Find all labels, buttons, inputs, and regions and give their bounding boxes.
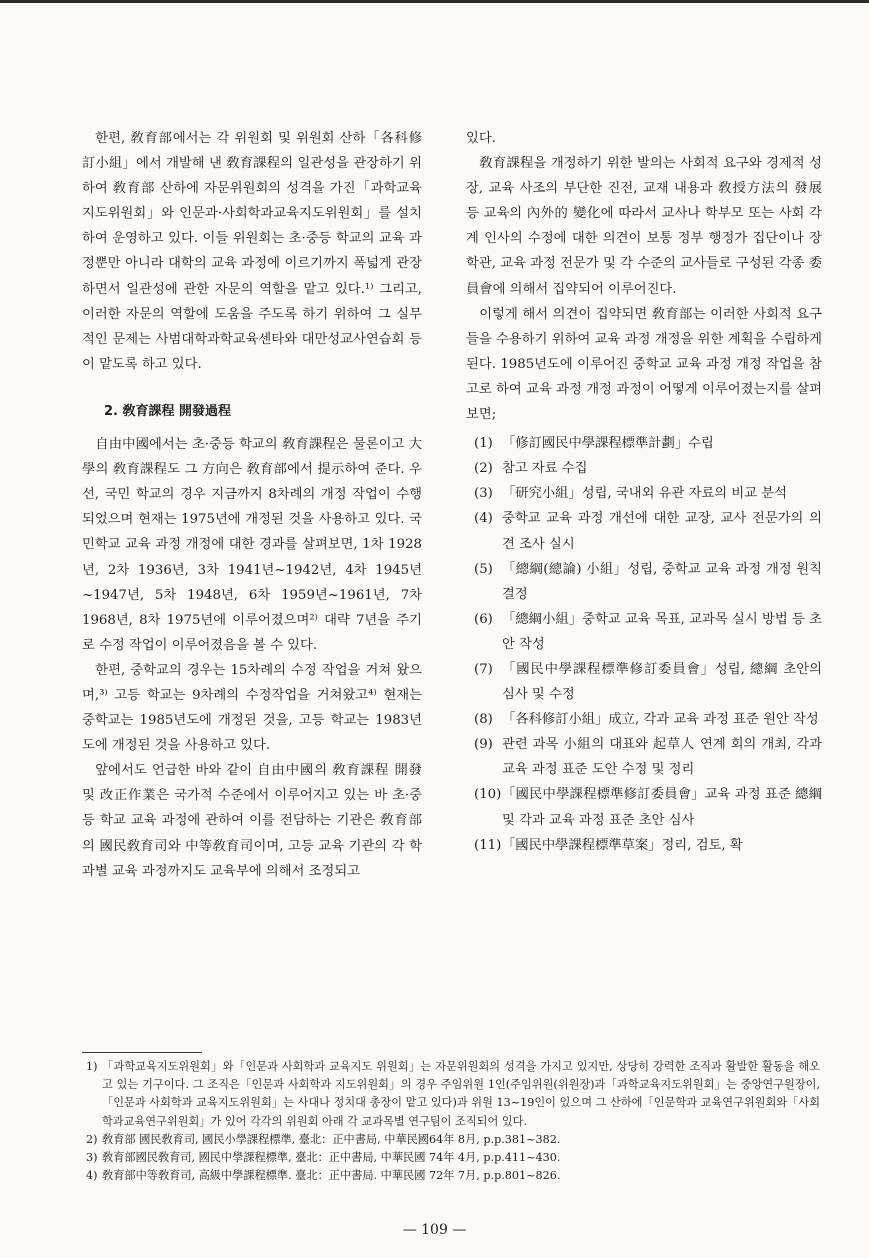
footnote-text: 敎育部國民敎育司, 國民中學課程標準, 臺北：正中書局, 中華民國 74年 4月, p.p.411~430.: [102, 1151, 561, 1165]
step-number: (11): [474, 837, 502, 853]
step-number: (10): [474, 787, 502, 803]
step-number: (6): [474, 611, 493, 627]
list-item: [466, 557, 822, 607]
step-text: 「總綱(總論) 小組」성립, 중학교 교육 과정 개정 원칙 결정: [502, 561, 822, 602]
right-column: [466, 126, 822, 858]
list-item: [466, 607, 822, 657]
list-item: [466, 456, 822, 481]
left-column: [82, 126, 422, 884]
footnote: [82, 1149, 820, 1167]
list-item: [466, 481, 822, 506]
step-text: 「各科修訂小組」成立, 각과 교육 과정 표준 원안 작성: [502, 712, 819, 728]
list-item: [466, 657, 822, 707]
footnote-number: 1): [86, 1060, 98, 1073]
step-text: 「修訂國民中學課程標準計劃」수립: [502, 436, 714, 452]
footnote-divider: [82, 1052, 202, 1053]
body-paragraph: 이렇게 해서 의견이 집약되면 敎育部는 이러한 사회적 요구들을 수용하기 위하여 교육 과정 개정을 위한 계획을 수립하게 된다. 1985년도에 이루어진 중학교 교육 과정 개정 작업을 참고로 하여 교육 과정 개정 과정이 어떻게 이루어졌는지를 살펴보면;: [466, 306, 822, 423]
step-number: (9): [474, 737, 493, 753]
step-number: (3): [474, 486, 493, 502]
step-text: 중학교 교육 과정 개선에 대한 교장, 교사 전문가의 의견 조사 실시: [502, 511, 822, 552]
step-number: (1): [474, 436, 493, 452]
footnote-text: 敎育部 國民敎育司, 國民小學課程標準, 臺北：正中書局, 中華民國64年 8月, p.p.381~382.: [102, 1132, 561, 1146]
section-heading: 2. 敎育課程 開發過程: [104, 403, 232, 419]
body-paragraph: 있다.: [466, 131, 496, 146]
footnote-number: 3): [86, 1151, 98, 1165]
list-item: [466, 833, 822, 858]
body-paragraph: 自由中國에서는 초·중등 학교의 敎育課程은 물론이고 大學의 敎育課程도 그 方向은 敎育部에서 提示하여 준다. 우선, 국민 학교의 경우 지금까지 8차례의 개정 작업이 수행되었으며 현재는 1975년에 개정된 것을 사용하고 있다. 국민학교 교육 과정 개정에 대한 경과를 살펴보면, 1차 1928년, 2차 1936년, 3차 1941년~1942년, 4차 1945년~1947년, 5차 1948년, 6차 1959년~1961년, 7차 1968년, 8차 1975년에 이루어졌으며²⁾ 대략 7년을 주기로 수정 작업이 이루어졌음을 볼 수 있다.: [82, 437, 422, 653]
footnote: [82, 1167, 820, 1185]
footnote-text: 敎育部中等敎育司, 高級中學課程標準. 臺北：正中書局. 中華民國 72年 7月, p.p.801~826.: [102, 1169, 561, 1183]
list-item: [466, 732, 822, 782]
step-number: (5): [474, 561, 493, 577]
step-text: 「國民中學課程標準修訂委員會」교육 과정 표준 總綱 및 각과 교육 과정 표준 초안 심사: [502, 787, 822, 828]
step-text: 관련 과목 小組의 대표와 起草人 연계 회의 개최, 각과 교육 과정 표준 도안 수정 및 정리: [502, 737, 822, 778]
process-steps-list: [466, 431, 822, 858]
step-number: (4): [474, 511, 493, 527]
step-text: 「國民中學課程標準草案」정리, 검토, 확: [502, 837, 743, 853]
top-border-line: [0, 0, 869, 3]
page-number: — 109 —: [402, 1222, 467, 1238]
list-item: [466, 782, 822, 832]
step-text: 「研究小組」성립, 국내외 유관 자료의 비교 분석: [502, 486, 787, 502]
list-item: [466, 707, 822, 732]
body-paragraph: 한편, 중학교의 경우는 15차례의 수정 작업을 거쳐 왔으며,³⁾ 고등 학교는 9차례의 수정작업을 거쳐왔고⁴⁾ 현재는 중학교는 1985년도에 개정된 것을, 고등 학교는 1983년도에 개정된 것을 사용하고 있다.: [82, 662, 422, 754]
body-paragraph: 앞에서도 언급한 바와 같이 自由中國의 敎育課程 開發 및 改正作業은 국가적 수준에서 이루어지고 있는 바 초·중등 학교 교육 과정에 관하여 이를 전담하는 기관은 敎育部의 國民敎育司와 中等敎育司이며, 고등 교육 기관의 각 학과별 교육 과정까지도 교육부에 의해서 조정되고: [82, 763, 422, 879]
footnote-text: 「과학교육지도위원회」와「인문과 사회학과 교육지도 위원회」는 자문위원회의 성격을 가지고 있지만, 상당히 강력한 조직과 활발한 활동을 해오고 있는 기구이다. 그 조직은「인문과 사회학과 지도위원회」의 경우 주임위원 1인(주임위원(위원장)과「과학교육지도위원회」는 중앙연구원장이,「인문과 사회학과 교육지도위원회」는 사대나 정치대 총장이 맡고 있다)과 위원 13~19인이 있으며 그 산하에「인문학과 교육연구위원회와「사회학과교육연구위원회」가 있어 각각의 위원회 아래 각 교과목별 연구팀이 조직되어 있다.: [102, 1060, 820, 1128]
step-number: (7): [474, 661, 493, 677]
step-text: 「總綱小組」중학교 교육 목표, 교과목 실시 방법 등 초안 작성: [502, 611, 822, 652]
footnotes: [82, 1058, 820, 1185]
footnote: [82, 1058, 820, 1131]
footnote-number: 4): [86, 1169, 98, 1183]
step-text: 참고 자료 수집: [502, 461, 588, 477]
step-number: (8): [474, 712, 493, 728]
footnote: [82, 1131, 820, 1149]
step-number: (2): [474, 461, 493, 477]
list-item: [466, 506, 822, 556]
body-paragraph: 한편, 敎育部에서는 각 위원회 및 위원회 산하「各科修訂小組」에서 개발해 낸 敎育課程의 일관성을 관장하기 위하여 敎育部 산하에 자문위원회의 성격을 가진「과학교육지도위원회」와 인문과·사회학과교육지도위원회」를 설치하여 운영하고 있다. 이들 위원회는 초·중등 학교의 교육 과정뿐만 아니라 대학의 교육 과정에 이르기까지 폭넓게 관장하면서 일관성에 관한 자문의 역할을 맡고 있다.¹⁾ 그리고, 이러한 자문의 역할에 도움을 주도록 하기 위하여 그 실무적인 문제는 사범대학과학교육센타와 대만성교사연습회 등이 맡도록 하고 있다.: [82, 131, 422, 372]
list-item: [466, 431, 822, 456]
footnote-number: 2): [86, 1132, 98, 1146]
body-paragraph: 敎育課程을 개정하기 위한 발의는 사회적 요구와 경제적 성장, 교육 사조의 부단한 진전, 교재 내용과 敎授方法의 發展 등 교육의 內外的 變化에 따라서 교사나 학부모 또는 사회 각계 인사의 수정에 대한 의견이 보통 정부 행정가 집단이나 장학관, 교육 과정 전문가 및 각 수준의 교사들로 구성된 각종 委員會에 의해서 집약되어 이루어진다.: [466, 156, 822, 297]
step-text: 「國民中學課程標準修訂委員會」성립, 總綱 초안의 심사 및 수정: [502, 661, 822, 703]
